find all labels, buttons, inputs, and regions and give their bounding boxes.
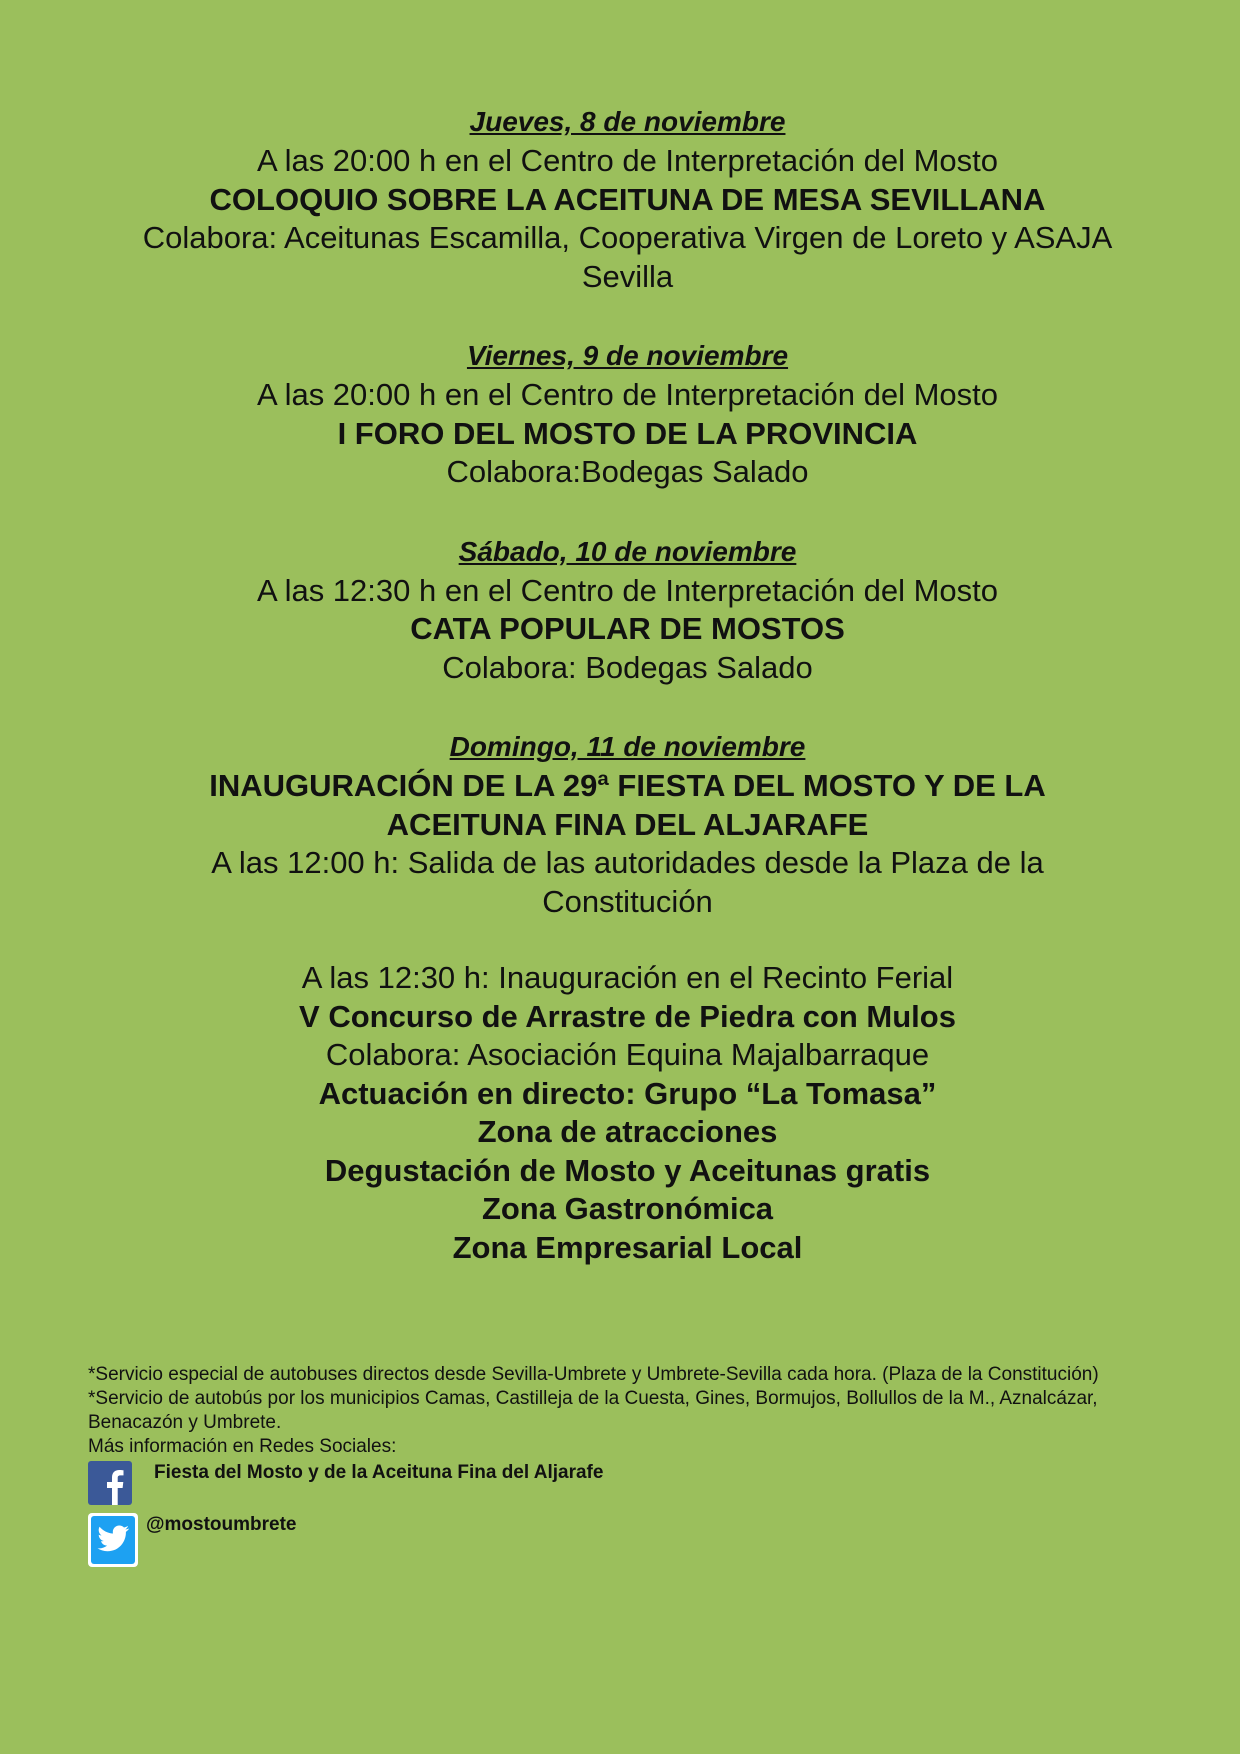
spacer: [80, 921, 1175, 959]
inauguration-title-continued: ACEITUNA FINA DEL ALJARAFE: [386, 806, 869, 842]
event-time-line: A las 12:00 h: Salida de las autoridades desde la Plaza de la: [211, 845, 1044, 880]
day-title: Domingo, 11 de noviembre: [449, 731, 806, 762]
event-collaborator: Colabora:Bodegas Salado: [446, 454, 809, 489]
twitter-handle[interactable]: @mostoumbrete: [146, 1514, 297, 1535]
facebook-row[interactable]: [88, 1461, 1148, 1513]
bus-service-note: *Servicio especial de autobuses directos desde Sevilla-Umbrete y Umbrete-Sevilla cada hora. (Plaza de la Constitución): [88, 1364, 1099, 1385]
event-time-line-continued: Constitución: [542, 883, 713, 919]
event-time-line: A las 20:00 h en el Centro de Interpretación del Mosto: [256, 377, 999, 412]
event-collaborator: Colabora: Aceitunas Escamilla, Cooperativa Virgen de Loreto y ASAJA: [142, 220, 1113, 255]
event-name: I FORO DEL MOSTO DE LA PROVINCIA: [337, 415, 918, 451]
day-saturday: [80, 532, 1175, 688]
event-name: COLOQUIO SOBRE LA ACEITUNA DE MESA SEVILLANA: [209, 181, 1046, 217]
twitter-icon[interactable]: [88, 1513, 138, 1567]
inauguration-title: INAUGURACIÓN DE LA 29ª FIESTA DEL MOSTO Y DE LA: [209, 768, 1046, 803]
day-sunday: [80, 727, 1175, 1267]
event-name: CATA POPULAR DE MOSTOS: [410, 611, 845, 646]
day-title: Jueves, 8 de noviembre: [469, 106, 786, 137]
facebook-page-name[interactable]: Fiesta del Mosto y de la Aceituna Fina del Aljarafe: [154, 1462, 604, 1483]
twitter-row[interactable]: [88, 1513, 1148, 1565]
day-title: Sábado, 10 de noviembre: [458, 535, 797, 567]
event-name: V Concurso de Arrastre de Piedra con Mulos: [299, 998, 956, 1034]
event-name: Zona Gastronómica: [481, 1191, 774, 1226]
event-time-line: A las 12:30 h: Inauguración en el Recinto Ferial: [301, 960, 954, 995]
social-info-label: Más información en Redes Sociales:: [88, 1436, 397, 1457]
facebook-icon[interactable]: [88, 1461, 132, 1505]
event-name: Actuación en directo: Grupo “La Tomasa”: [318, 1075, 937, 1111]
event-time-line: A las 20:00 h en el Centro de Interpretación del Mosto: [256, 143, 999, 178]
program-schedule: [80, 102, 1175, 1307]
bus-municipalities-note: *Servicio de autobús por los municipios Camas, Castilleja de la Cuesta, Gines, Bormujos, Bollullos de la M., Aznalcázar, Benacazón y Umbrete.: [88, 1388, 1098, 1433]
event-name: Zona Empresarial Local: [452, 1229, 803, 1265]
event-name: Zona de atracciones: [477, 1114, 778, 1149]
day-title: Viernes, 9 de noviembre: [466, 340, 789, 371]
event-time-line: A las 12:30 h en el Centro de Interpretación del Mosto: [256, 572, 999, 608]
event-name: Degustación de Mosto y Aceitunas gratis: [324, 1152, 931, 1188]
event-collaborator: Colabora: Bodegas Salado: [442, 649, 813, 685]
event-collaborator: Colabora: Asociación Equina Majalbarraque: [325, 1037, 930, 1072]
day-friday: [80, 336, 1175, 492]
day-thursday: [80, 102, 1175, 296]
footer-notes: [88, 1363, 1148, 1565]
event-collaborator-continued: Sevilla: [581, 258, 674, 294]
